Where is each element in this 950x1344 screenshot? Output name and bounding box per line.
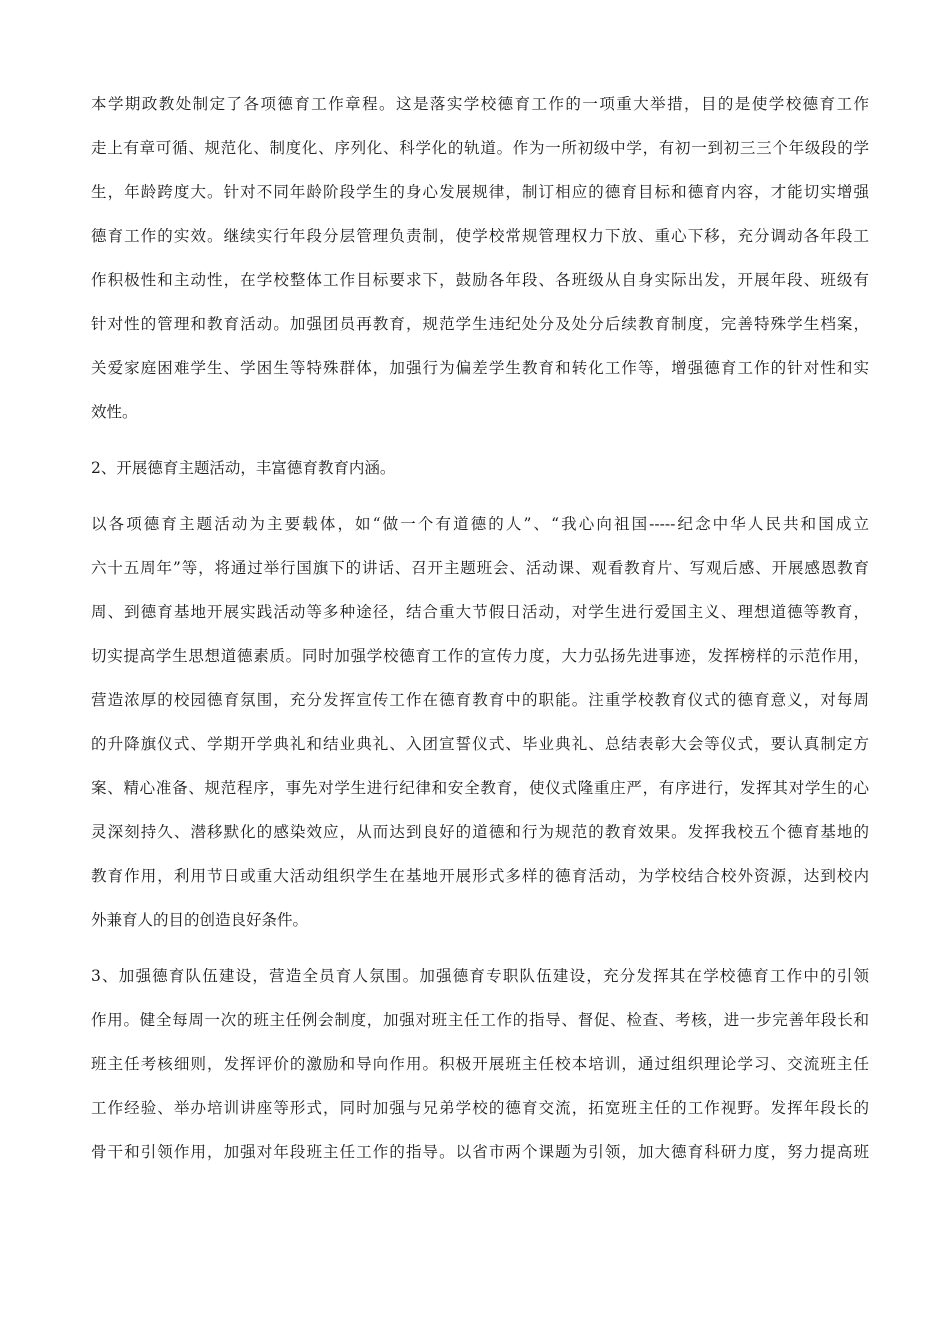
text-line: 灵深刻持久、潜移默化的感染效应，从而达到良好的道德和行为规范的教育效果。发挥我校五个德育基地的 — [91, 823, 869, 841]
text-line: 关爱家庭困难学生、学困生等特殊群体，加强行为偏差学生教育和转化工作等，增强德育工作的针对性和实 — [91, 359, 869, 377]
text-line: 六十五周年”等，将通过举行国旗下的讲话、召开主题班会、活动课、观看教育片、写观后感、开展感恩教育 — [91, 559, 869, 577]
text-line: 以各项德育主题活动为主要载体，如“做一个有道德的人”、“我心向祖国-----纪念中华人民共和国成立 — [91, 515, 869, 533]
text-line: 案、精心准备、规范程序，事先对学生进行纪律和安全教育，使仪式隆重庄严，有序进行，发挥其对学生的心 — [91, 779, 869, 797]
text-line: 效性。 — [91, 403, 138, 421]
paragraph-theme-activities — [91, 502, 869, 942]
text-line: 针对性的管理和教育活动。加强团员再教育，规范学生违纪处分及处分后续教育制度，完善特殊学生档案， — [91, 315, 869, 333]
paragraph-team-building — [91, 954, 869, 1174]
text-line: 周、到德育基地开展实践活动等多种途径，结合重大节假日活动，对学生进行爱国主义、理想道德等教育， — [91, 603, 869, 621]
text-line: 本学期政教处制定了各项德育工作章程。这是落实学校德育工作的一项重大举措，目的是使学校德育工作 — [91, 95, 869, 113]
text-line: 作积极性和主动性，在学校整体工作目标要求下，鼓励各年段、各班级从自身实际出发，开展年段、班级有 — [91, 271, 869, 289]
text-line: 营造浓厚的校园德育氛围，充分发挥宣传工作在德育教育中的职能。注重学校教育仪式的德育意义，对每周 — [91, 691, 869, 709]
paragraph-regulations — [91, 82, 869, 434]
text-line: 切实提高学生思想道德素质。同时加强学校德育工作的宣传力度，大力弘扬先进事迹，发挥榜样的示范作用， — [91, 647, 869, 665]
text-line: 外兼育人的目的创造良好条件。 — [91, 911, 309, 929]
text-line: 生，年龄跨度大。针对不同年龄阶段学生的身心发展规律，制订相应的德育目标和德育内容，才能切实增强 — [91, 183, 869, 201]
section-heading-2 — [91, 446, 869, 490]
document-body — [91, 82, 869, 1186]
text-line: 走上有章可循、规范化、制度化、序列化、科学化的轨道。作为一所初级中学，有初一到初三三个年级段的学 — [91, 139, 869, 157]
text-line: 德育工作的实效。继续实行年段分层管理负责制，使学校常规管理权力下放、重心下移，充分调动各年段工 — [91, 227, 869, 245]
text-line: 教育作用，利用节日或重大活动组织学生在基地开展形式多样的德育活动，为学校结合校外资源，达到校内 — [91, 867, 869, 885]
text-line: 班主任考核细则，发挥评价的激励和导向作用。积极开展班主任校本培训，通过组织理论学习、交流班主任 — [91, 1055, 869, 1073]
text-line: 的升降旗仪式、学期开学典礼和结业典礼、入团宣誓仪式、毕业典礼、总结表彰大会等仪式，要认真制定方 — [91, 735, 869, 753]
text-line: 3、加强德育队伍建设，营造全员育人氛围。加强德育专职队伍建设，充分发挥其在学校德育工作中的引领 — [91, 967, 869, 985]
text-line: 骨干和引领作用，加强对年段班主任工作的指导。以省市两个课题为引领，加大德育科研力度，努力提高班 — [91, 1143, 869, 1161]
text-line: 工作经验、举办培训讲座等形式，同时加强与兄弟学校的德育交流，拓宽班主任的工作视野。发挥年段长的 — [91, 1099, 869, 1117]
text-line: 2、开展德育主题活动，丰富德育教育内涵。 — [91, 459, 396, 477]
text-line: 作用。健全每周一次的班主任例会制度，加强对班主任工作的指导、督促、检查、考核，进一步完善年段长和 — [91, 1011, 869, 1029]
